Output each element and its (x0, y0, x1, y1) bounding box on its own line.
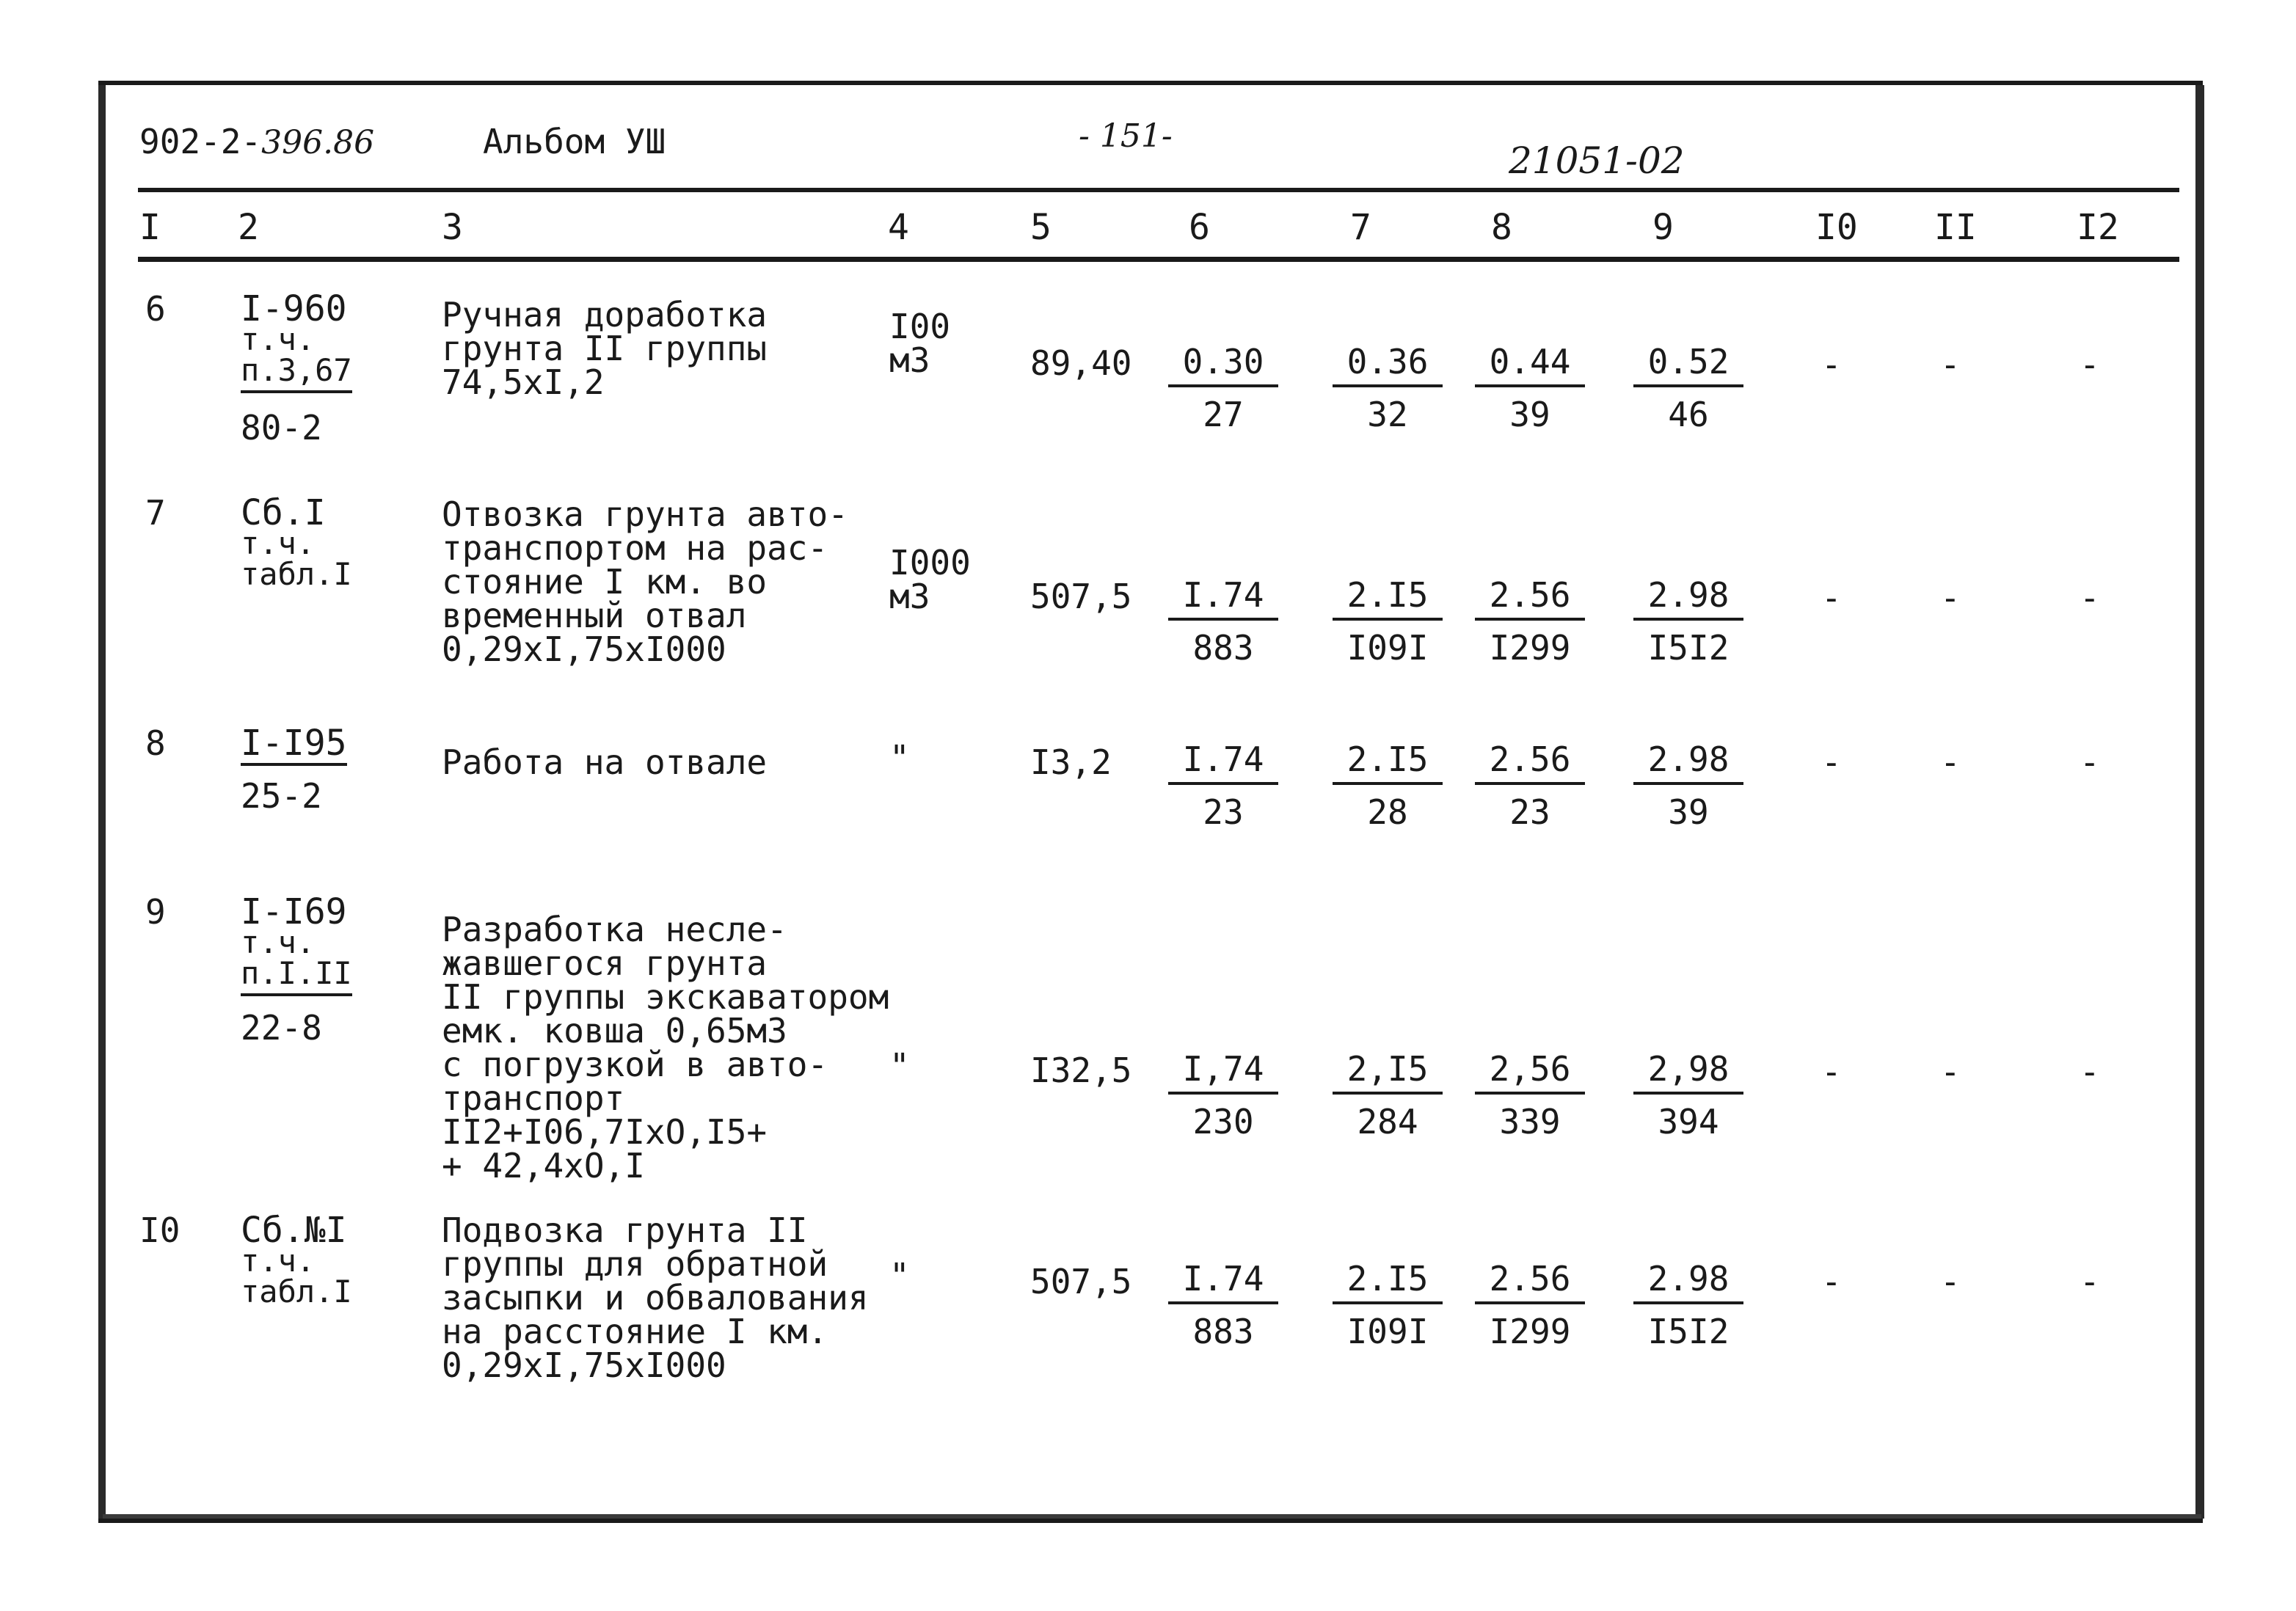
row-empty-dash-col12: - (2080, 742, 2100, 782)
fraction-denominator: I299 (1489, 1312, 1571, 1351)
row-cost-fraction-col6 (1168, 575, 1278, 668)
row-reference-line: Сб.I (241, 492, 326, 533)
fraction-denominator: 23 (1509, 792, 1550, 832)
row-quantity: 507,5 (1030, 1262, 1132, 1301)
fraction-denominator: 883 (1192, 628, 1254, 668)
row-reference-line: т.ч. (241, 525, 316, 561)
fraction-numerator: 2,I5 (1333, 1052, 1443, 1095)
row-quantity: 507,5 (1030, 577, 1132, 616)
row-cost-fraction-col7 (1333, 1049, 1443, 1141)
fraction-denominator: I09I (1346, 1312, 1429, 1351)
row-description: Отвозка грунта авто- транспортом на рас- стояние I км. во временный отвал 0,29хI,75хI000 (442, 494, 848, 669)
row-cost-fraction-col9 (1633, 342, 1743, 434)
row-reference-line: п.3,67 (241, 354, 352, 393)
row-quantity: I32,5 (1030, 1051, 1132, 1090)
sheet-frame (98, 81, 2203, 1523)
row-reference-line: I-I95 (241, 726, 347, 766)
header-rule-top (138, 188, 2179, 192)
row-empty-dash-col12: - (2080, 1052, 2100, 1092)
row-reference-bottom: 80-2 (241, 408, 322, 448)
column-number-4: 4 (888, 207, 909, 248)
row-reference-line: табл.I (241, 1274, 352, 1309)
fraction-numerator: I,74 (1168, 1052, 1278, 1095)
bottom-edge-line (103, 1514, 2201, 1519)
header-rule-bottom (138, 257, 2179, 262)
row-quantity: 89,40 (1030, 343, 1132, 383)
row-quantity: I3,2 (1030, 742, 1112, 782)
row-reference-line: табл.I (241, 556, 352, 592)
fraction-numerator: 0.52 (1633, 345, 1743, 387)
fraction-denominator: 39 (1509, 395, 1550, 434)
row-number: 7 (145, 493, 166, 533)
fraction-denominator: 339 (1499, 1102, 1561, 1141)
fraction-numerator: 2.56 (1475, 1262, 1585, 1304)
column-number-2: 2 (238, 207, 259, 248)
fraction-denominator: I09I (1346, 628, 1429, 668)
row-reference-line: п.I.II (241, 957, 352, 996)
fraction-numerator: 2.I5 (1333, 742, 1443, 785)
row-empty-dash-col10: - (1821, 578, 1842, 618)
row-cost-fraction-col8 (1475, 575, 1585, 668)
column-number-10: I0 (1815, 207, 1858, 248)
document-code (139, 122, 374, 161)
row-cost-fraction-col8 (1475, 1259, 1585, 1351)
fraction-numerator: 0.44 (1475, 345, 1585, 387)
fraction-numerator: 2.56 (1475, 578, 1585, 621)
fraction-denominator: 23 (1203, 792, 1244, 832)
column-number-8: 8 (1491, 207, 1512, 248)
column-number-6: 6 (1189, 207, 1210, 248)
document-code-prefix: 902-2- (139, 122, 262, 161)
album-title: Альбом УШ (483, 122, 666, 161)
frame-edge-left (98, 85, 106, 1519)
fraction-numerator: 2.98 (1633, 578, 1743, 621)
column-number-1: I (139, 207, 161, 248)
row-cost-fraction-col9 (1633, 739, 1743, 832)
column-number-7: 7 (1350, 207, 1371, 248)
row-empty-dash-col10: - (1821, 742, 1842, 782)
fraction-numerator: 2.56 (1475, 742, 1585, 785)
row-cost-fraction-col8 (1475, 342, 1585, 434)
row-number: 9 (145, 892, 166, 932)
row-reference-line: т.ч. (241, 321, 316, 357)
page-number: - 151- (1079, 117, 1173, 155)
row-reference-bottom: 22-8 (241, 1008, 322, 1048)
row-unit: " (889, 1046, 910, 1086)
frame-edge-right (2195, 85, 2204, 1519)
fraction-denominator: 39 (1668, 792, 1709, 832)
row-cost-fraction-col9 (1633, 1049, 1743, 1141)
row-number: I0 (139, 1210, 181, 1250)
fraction-denominator: I5I2 (1647, 1312, 1730, 1351)
row-empty-dash-col12: - (2080, 578, 2100, 618)
fraction-denominator: I299 (1489, 628, 1571, 668)
row-unit: " (889, 738, 910, 778)
fraction-numerator: I.74 (1168, 578, 1278, 621)
row-cost-fraction-col9 (1633, 1259, 1743, 1351)
row-reference-line: т.ч. (241, 924, 316, 960)
column-number-5: 5 (1030, 207, 1052, 248)
fraction-numerator: 0.30 (1168, 345, 1278, 387)
row-cost-fraction-col8 (1475, 739, 1585, 832)
fraction-numerator: I.74 (1168, 1262, 1278, 1304)
row-reference-line: Сб.№I (241, 1210, 347, 1251)
column-number-11: II (1934, 207, 1977, 248)
fraction-denominator: 46 (1668, 395, 1709, 434)
row-cost-fraction-col9 (1633, 575, 1743, 668)
column-number-9: 9 (1652, 207, 1674, 248)
fraction-numerator: I.74 (1168, 742, 1278, 785)
fraction-numerator: 0.36 (1333, 345, 1443, 387)
fraction-denominator: 284 (1357, 1102, 1418, 1141)
row-empty-dash-col10: - (1821, 1262, 1842, 1301)
column-number-12: I2 (2077, 207, 2119, 248)
row-empty-dash-col10: - (1821, 1052, 1842, 1092)
row-description: Работа на отвале (442, 742, 768, 782)
fraction-numerator: 2,56 (1475, 1052, 1585, 1095)
row-number: 6 (145, 289, 166, 329)
row-cost-fraction-col7 (1333, 1259, 1443, 1351)
row-empty-dash-col11: - (1940, 578, 1961, 618)
fraction-numerator: 2.I5 (1333, 1262, 1443, 1304)
row-description: Подвозка грунта II группы для обратной засыпки и обвалования на расстояние I км. 0,29хI,75хI000 (442, 1210, 869, 1385)
fraction-denominator: 230 (1192, 1102, 1254, 1141)
fraction-numerator: 2.98 (1633, 1262, 1743, 1304)
fraction-denominator: 32 (1367, 395, 1408, 434)
row-unit: I00 м3 (889, 307, 951, 380)
fraction-denominator: 28 (1367, 792, 1408, 832)
fraction-numerator: 2,98 (1633, 1052, 1743, 1095)
row-empty-dash-col11: - (1940, 742, 1961, 782)
row-description: Разработка несле- жавшегося грунта II группы экскаватором емк. ковша 0,65м3 с погрузкой в авто- транспорт II2+I06,7IхО,I5+ + 42,4хО,I (442, 910, 889, 1186)
fraction-numerator: 2.I5 (1333, 578, 1443, 621)
row-description: Ручная доработка грунта II группы 74,5хI,2 (442, 295, 768, 402)
row-cost-fraction-col6 (1168, 342, 1278, 434)
row-empty-dash-col11: - (1940, 1052, 1961, 1092)
row-reference-line: I-960 (241, 288, 347, 329)
row-reference-line: I-I69 (241, 891, 347, 932)
row-empty-dash-col12: - (2080, 1262, 2100, 1301)
row-empty-dash-col10: - (1821, 345, 1842, 384)
row-reference-line: т.ч. (241, 1243, 316, 1279)
document-number: 21051-02 (1509, 139, 1685, 182)
row-empty-dash-col11: - (1940, 1262, 1961, 1301)
document-code-handwritten: 396.86 (261, 124, 375, 161)
fraction-numerator: 2.98 (1633, 742, 1743, 785)
row-empty-dash-col12: - (2080, 345, 2100, 384)
row-cost-fraction-col8 (1475, 1049, 1585, 1141)
column-number-3: 3 (442, 207, 463, 248)
row-cost-fraction-col6 (1168, 1049, 1278, 1141)
row-number: 8 (145, 723, 166, 763)
row-empty-dash-col11: - (1940, 345, 1961, 384)
row-cost-fraction-col7 (1333, 342, 1443, 434)
row-reference-bottom: 25-2 (241, 776, 322, 816)
row-cost-fraction-col6 (1168, 1259, 1278, 1351)
fraction-denominator: 883 (1192, 1312, 1254, 1351)
row-cost-fraction-col7 (1333, 739, 1443, 832)
row-cost-fraction-col6 (1168, 739, 1278, 832)
row-unit: " (889, 1256, 910, 1296)
fraction-denominator: 394 (1658, 1102, 1719, 1141)
row-cost-fraction-col7 (1333, 575, 1443, 668)
fraction-denominator: 27 (1203, 395, 1244, 434)
fraction-denominator: I5I2 (1647, 628, 1730, 668)
row-unit: I000 м3 (889, 543, 971, 616)
